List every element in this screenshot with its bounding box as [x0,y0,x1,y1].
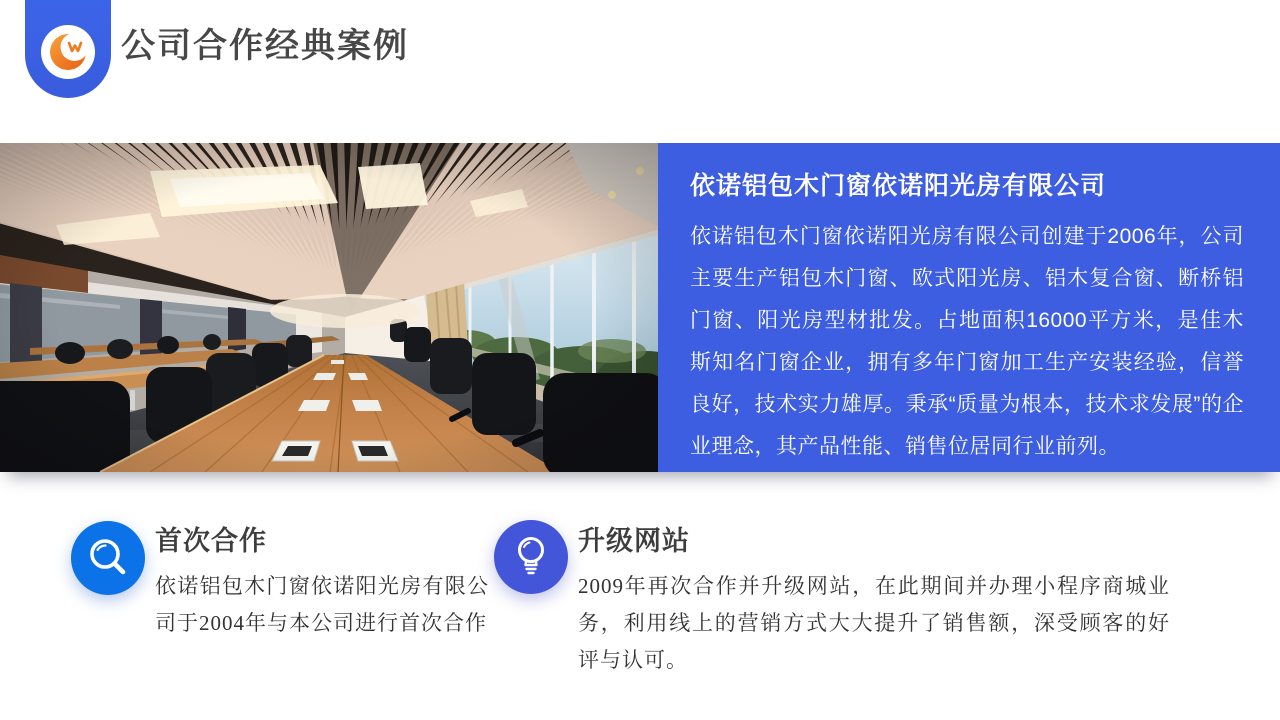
header-badge [25,0,111,98]
first-cooperation-block [155,524,489,642]
case-title: 依诺铝包木门窗依诺阳光房有限公司 [690,172,1107,200]
case-panel [658,143,1280,472]
first-cooperation-body: 依诺铝包木门窗依诺阳光房有限公司于2004年与本公司进行首次合作 [155,574,489,635]
company-logo-icon [47,31,89,73]
first-cooperation-icon-badge [71,521,145,595]
website-upgrade-icon-badge [494,520,568,594]
case-description: 依诺铝包木门窗依诺阳光房有限公司创建于2006年，公司主要生产铝包木门窗、欧式阳光房、铝木复合窗、断桥铝门窗、阳光房型材批发。占地面积16000平方米，是佳木斯知名门窗企业，拥有多年门窗加工生产安装经验，信誉良好，技术实力雄厚。秉承“质量为根本，技术求发展”的企业理念，其产品性能、销售位居同行业前列。 [690,225,1244,458]
website-upgrade-block [578,524,1170,679]
first-cooperation-title: 首次合作 [155,526,267,556]
website-upgrade-body: 2009年再次合作并升级网站，在此期间并办理小程序商城业务，利用线上的营销方式大大提升了销售额，深受顾客的好评与认可。 [578,574,1170,672]
case-strip [0,143,1280,472]
page-title: 公司合作经典案例 [121,28,409,65]
office-photo-illustration [0,143,658,472]
office-photo [0,143,658,472]
website-upgrade-title: 升级网站 [578,526,690,556]
lightbulb-icon [494,520,568,594]
magnifier-icon [71,521,145,595]
company-logo [41,25,95,79]
